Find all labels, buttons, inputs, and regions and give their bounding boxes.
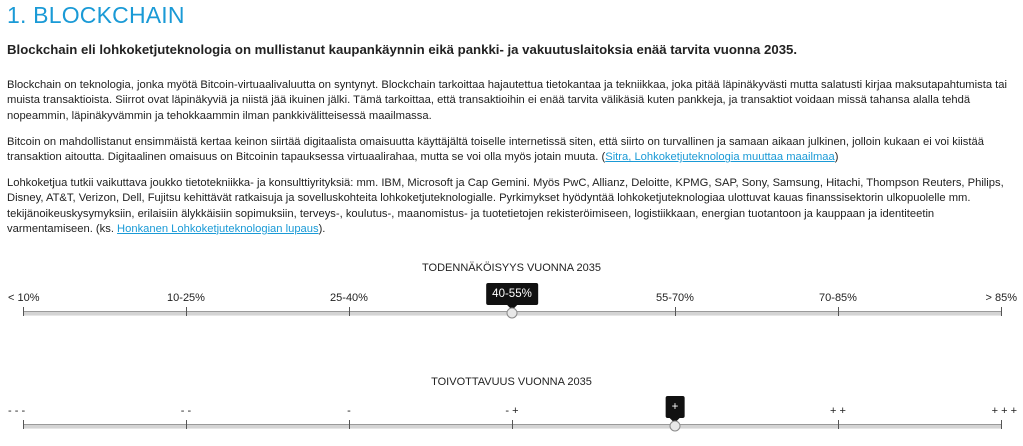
probability-slider-label[interactable]: 10-25% [167,292,205,304]
probability-slider-tooltip: 40-55% [486,283,538,305]
probability-slider-label[interactable]: > 85% [985,292,1017,304]
paragraph-bitcoin-end: ) [834,151,839,164]
desirability-slider-handle[interactable] [670,421,681,432]
probability-slider-tick [675,307,676,316]
desirability-slider-tick [349,420,350,429]
paragraph-bitcoin-text: Bitcoin on mahdollistanut ensimmäistä kertaa keinon siirtää digitaalista omaisuutta käyttäjältä toiselle internetissä siten, että siirto on turvallinen ja samaan aikaan julkinen, jolloin kukaan ei voi kiistää transaktion aitoutta. Digitaalinen omaisuus on Bitcoinin tapauksessa virtuaalirahaa, mutta se voi olla myös jotain muuta. ( [7,136,984,164]
section-lead: Blockchain eli lohkoketjuteknologia on mullistanut kaupankäynnin eikä pankki- ja vakuutuslaitoksia enää tarvita vuonna 2035. [7,42,798,57]
desirability-slider-tick [23,420,24,429]
paragraph-companies [7,176,1015,237]
paragraph-companies-end: ). [318,222,326,235]
desirability-slider-title: TOIVOTTAVUUS VUONNA 2035 [431,376,592,388]
probability-slider-label[interactable]: 25-40% [330,292,368,304]
desirability-slider-label[interactable]: - - - [8,405,26,417]
desirability-slider-label[interactable]: - [347,405,351,417]
desirability-slider-tick [1001,420,1002,429]
sitra-link[interactable]: Sitra, Lohkoketjuteknologia muuttaa maailmaa [605,151,835,164]
paragraph-intro: Blockchain on teknologia, jonka myötä Bitcoin-virtuaalivaluutta on syntynyt. Blockchain tarkoittaa hajautettua tietokantaa ja tekniikkaa, joka pitää läpinäkyvästi mutta salatusti kirjaa maksutapahtumista tai muista transaktioista. Siirrot ovat läpinäkyviä ja niistä jää ikuinen jälki. Tämä tarkoittaa, että transaktioihin ei enää tarvita välikäsiä kuten pankkeja, ja transaktiot voidaan missä tahansa alalla tehdä nopeammin, läpinäkyvämmin ja tehokkaammin ilman pankkivälitteisessä maailmassa. [7,79,1007,122]
desirability-slider-label[interactable]: - + [505,405,519,417]
probability-slider-tick [23,307,24,316]
paragraph-companies-text: Lohkoketjua tutkii vaikuttava joukko tietotekniikka- ja konsulttiyrityksiä: mm. IBM, Microsoft ja Cap Gemini. Myös PwC, Allianz, Deloitte, KPMG, SAP, Sony, Samsung, Hitachi, Thompson Reuters, Philips, Disney, AT&T, Verizon, Dell, Fujitsu kehittävät ratkaisuja ja sovelluskohteita lohkoketjuteknologialle. Pyrkimykset hyödyntää lohkoketjuteknologiaa ulottuvat kauas finanssisektorin ulkopuolelle mm. tekijänoikeuskysymyksiin, erilaisiin älykkäisiin sopimuksiin, terveys-, koulutus-, maanomistus- ja tuotetietojen rekisteröimiseen, logistiikkaan, energian tuotantoon ja kauppaan ja identiteetin varmentamiseen. (ks. [7,177,1004,235]
desirability-slider-label[interactable]: - - [180,405,192,417]
probability-slider-label[interactable]: < 10% [8,292,40,304]
section-title: 1. BLOCKCHAIN [7,2,185,28]
honkanen-link[interactable]: Honkanen Lohkoketjuteknologian lupaus [117,222,319,235]
desirability-slider-label[interactable]: + + + [991,405,1017,417]
paragraph-bitcoin [7,135,1015,166]
desirability-slider-label[interactable]: + + [830,405,846,417]
probability-slider-title: TODENNÄKÖISYYS VUONNA 2035 [422,262,601,274]
desirability-slider-tooltip: + [666,396,685,418]
probability-slider-label[interactable]: 70-85% [819,292,857,304]
desirability-slider-tick [838,420,839,429]
probability-slider-label[interactable]: 55-70% [656,292,694,304]
desirability-slider-tick [512,420,513,429]
probability-slider-tick [838,307,839,316]
probability-slider-handle[interactable] [507,308,518,319]
probability-slider-tick [186,307,187,316]
probability-slider-tick [1001,307,1002,316]
desirability-slider-tick [186,420,187,429]
probability-slider-tick [349,307,350,316]
